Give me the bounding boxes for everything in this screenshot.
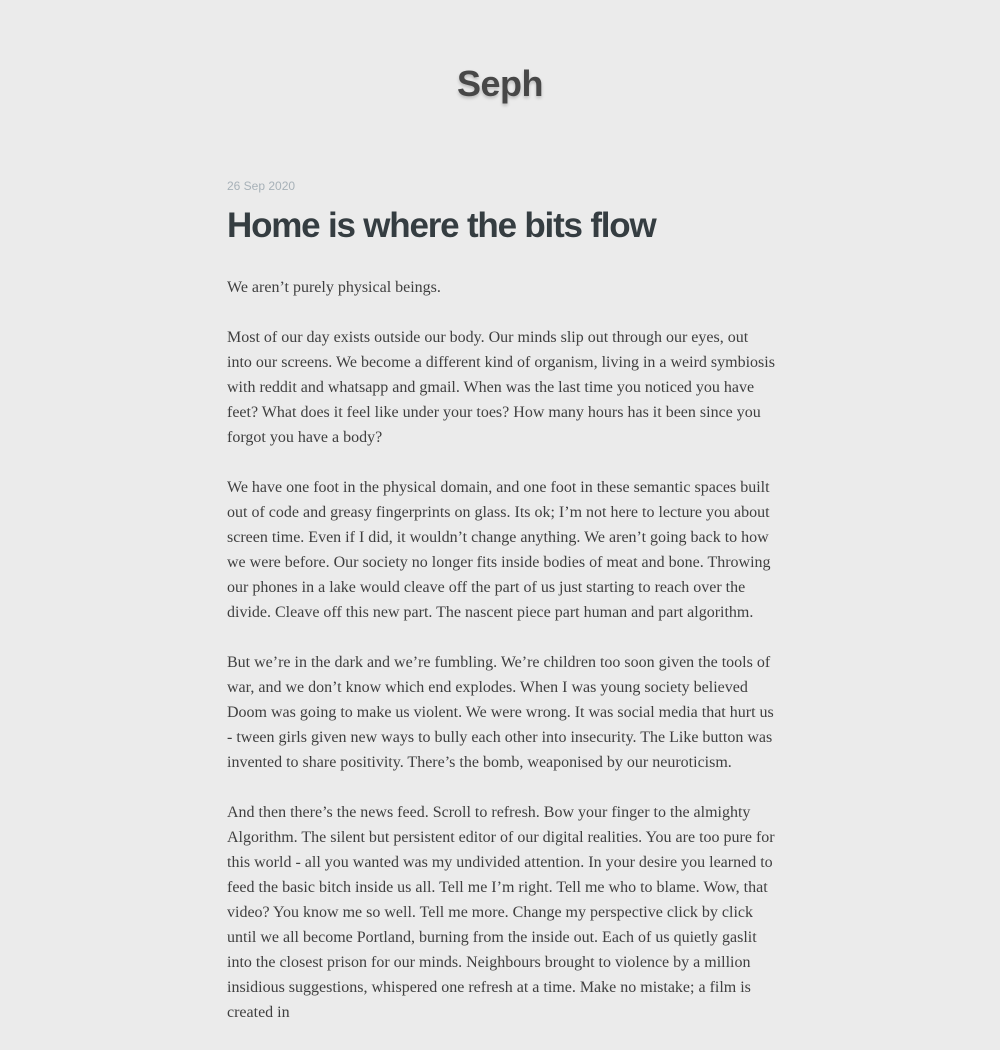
post-paragraph: Most of our day exists outside our body. Our minds slip out through our eyes, out into our screens. We become a different kind of organism, living in a weird symbiosis with reddit and whatsapp and gmail. When was the last time you noticed you have feet? What does it feel like under your toes? How many hours has it been since you forgot you have a body? bbox=[227, 329, 775, 446]
post-paragraph: We have one foot in the physical domain, and one foot in these semantic spaces built out of code and greasy fingerprints on glass. Its ok; I’m not here to lecture you about screen time. Even if I did, it wouldn’t change anything. We aren’t going back to how we were before. Our society no longer fits inside bodies of meat and bone. Throwing our phones in a lake would cleave off the part of us just starting to reach over the divide. Cleave off this new part. The nascent piece part human and part algorithm. bbox=[227, 479, 771, 621]
blog-post bbox=[227, 176, 777, 1050]
post-paragraph: But we’re in the dark and we’re fumbling. We’re children too soon given the tools of war, and we don’t know which end explodes. When I was young society believed Doom was going to make us violent. We were wrong. It was social media that hurt us - tween girls given new ways to bully each other into insecurity. The Like button was invented to share positivity. There’s the bomb, weaponised by our neuroticism. bbox=[227, 654, 774, 771]
site-title-link[interactable]: Seph bbox=[456, 63, 543, 104]
post-title: Home is where the bits flow bbox=[227, 206, 656, 245]
post-date: 26 Sep 2020 bbox=[227, 179, 296, 193]
post-paragraph: We aren’t purely physical beings. bbox=[227, 279, 441, 296]
post-body bbox=[227, 275, 777, 1025]
post-paragraph: And then there’s the news feed. Scroll to refresh. Bow your finger to the almighty Algorithm. The silent but persistent editor of our digital realities. You are too pure for this world - all you wanted was my undivided attention. In your desire you learned to feed the basic bitch inside us all. Tell me I’m right. Tell me who to blame. Wow, that video? You know me so well. Tell me more. Change my perspective click by click until we all become Portland, burning from the inside out. Each of us quietly gaslit into the closest prison for our minds. Neighbours brought to violence by a million insidious suggestions, whispered one refresh at a time. Make no mistake; a film is created in bbox=[227, 804, 775, 1021]
